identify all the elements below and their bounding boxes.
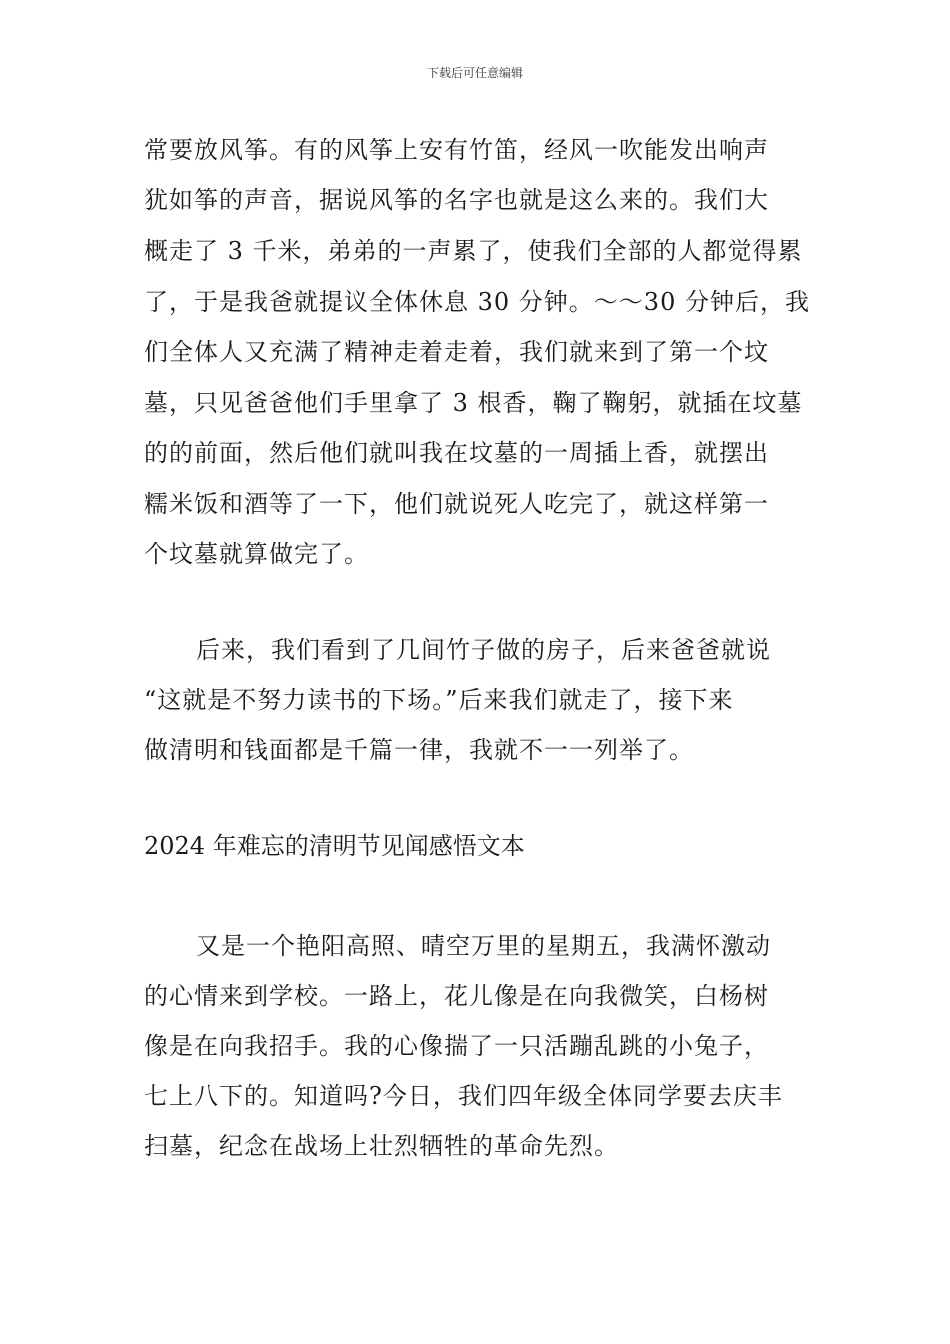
paragraph-1-line-4: 了，于是我爸就提议全体休息 30 分钟。～～30 分钟后，我: [144, 288, 810, 316]
paragraph-1-line-7: 的的前面，然后他们就叫我在坟墓的一周插上香，就摆出: [144, 439, 769, 467]
paragraph-3-line-2: 的心情来到学校。一路上，花儿像是在向我微笑，白杨树: [144, 982, 769, 1010]
paragraph-1-line-5: 们全体人又充满了精神走着走着，我们就来到了第一个坟: [144, 338, 769, 366]
paragraph-2-line-3: 做清明和钱面都是千篇一律，我就不一一列举了。: [144, 736, 694, 764]
paragraph-1-line-8: 糯米饭和酒等了一下，他们就说死人吃完了，就这样第一: [144, 490, 769, 518]
paragraph-1-line-3: 概走了 3 千米，弟弟的一声累了，使我们全部的人都觉得累: [144, 237, 803, 265]
paragraph-3-line-3: 像是在向我招手。我的心像揣了一只活蹦乱跳的小兔子，: [144, 1032, 769, 1060]
paragraph-1-line-6: 墓，只见爸爸他们手里拿了 3 根香，鞠了鞠躬，就插在坟墓: [144, 389, 803, 417]
paragraph-3-line-5: 扫墓，纪念在战场上壮烈牺牲的革命先烈。: [144, 1132, 619, 1160]
paragraph-2-line-2: “这就是不努力读书的下场。”后来我们就走了，接下来: [144, 686, 734, 714]
section-title: 2024 年难忘的清明节见闻感悟文本: [144, 832, 525, 860]
paragraph-1-line-9: 个坟墓就算做完了。: [144, 540, 369, 568]
paragraph-1-line-1: 常要放风筝。有的风筝上安有竹笛，经风一吹能发出响声: [144, 136, 769, 164]
paragraph-3-line-4: 七上八下的。知道吗?今日，我们四年级全体同学要去庆丰: [144, 1082, 783, 1110]
paragraph-1-line-2: 犹如筝的声音，据说风筝的名字也就是这么来的。我们大: [144, 186, 769, 214]
paragraph-2-line-1: 后来，我们看到了几间竹子做的房子，后来爸爸就说: [196, 636, 771, 664]
paragraph-3-line-1: 又是一个艳阳高照、晴空万里的星期五，我满怀激动: [196, 932, 771, 960]
header-note: 下载后可任意编辑: [426, 66, 523, 80]
